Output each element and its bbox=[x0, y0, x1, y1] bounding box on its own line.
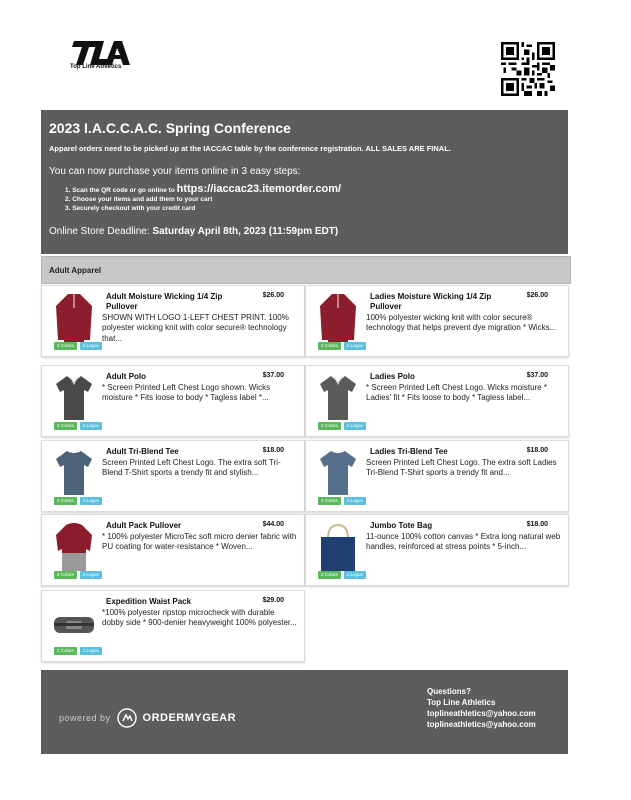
store-url-link[interactable]: https://iaccac23.itemorder.com/ bbox=[176, 183, 342, 195]
product-name[interactable]: Ladies Moisture Wicking 1/4 Zip Pullover bbox=[370, 292, 492, 311]
product-price: $29.00 bbox=[262, 597, 284, 604]
product-badges bbox=[318, 497, 366, 505]
product-description: *100% polyester ripstop microcheck with durable dobby side * 900-denier heavyweight 100% polyester... bbox=[102, 608, 297, 628]
colors-badge: 3 Colors bbox=[54, 497, 77, 505]
product-card[interactable] bbox=[41, 590, 305, 662]
product-description: 100% polyester wicking knit with color secure® technology that helps prevent dye migration * Wicks... bbox=[366, 313, 557, 333]
ordermygear-logo-icon bbox=[117, 708, 137, 728]
logos-badge: 2 Logos bbox=[80, 497, 102, 505]
step-2: 2. Choose your items and add them to your cart bbox=[65, 196, 213, 203]
product-description: * Screen Printed Left Chest Logo. Wicks moisture * Ladies' fit * Fits loose to body * Tagless label... bbox=[366, 383, 547, 403]
logos-badge: 2 Logos bbox=[344, 422, 366, 430]
footer bbox=[41, 670, 568, 754]
product-card[interactable] bbox=[41, 440, 305, 512]
logos-badge: 2 Logos bbox=[80, 571, 102, 579]
colors-badge: 2 Colors bbox=[54, 647, 77, 655]
product-badges bbox=[318, 342, 366, 350]
logos-badge: 2 Logos bbox=[80, 647, 102, 655]
product-card[interactable] bbox=[41, 285, 305, 357]
colors-badge: 3 Colors bbox=[318, 342, 341, 350]
logos-badge: 2 Logos bbox=[344, 571, 366, 579]
logos-badge: 2 Logos bbox=[80, 342, 102, 350]
product-card[interactable] bbox=[305, 365, 569, 437]
product-price: $18.00 bbox=[262, 447, 284, 454]
pickup-notice: Apparel orders need to be picked up at the IACCAC table by the conference registration. ALL SALES ARE FINAL. bbox=[49, 144, 451, 153]
info-banner bbox=[41, 110, 568, 254]
product-badges bbox=[318, 571, 366, 579]
product-badges bbox=[54, 647, 102, 655]
product-name[interactable]: Adult Tri-Blend Tee bbox=[106, 447, 179, 456]
product-price: $18.00 bbox=[526, 447, 548, 454]
product-price: $37.00 bbox=[262, 372, 284, 379]
product-price: $44.00 bbox=[262, 521, 284, 528]
product-card[interactable] bbox=[305, 440, 569, 512]
product-price: $26.00 bbox=[526, 292, 548, 299]
product-description: SHOWN WITH LOGO 1-LEFT CHEST PRINT. 100% polyester wicking knit with color secure® technology that... bbox=[102, 313, 289, 343]
product-name[interactable]: Ladies Polo bbox=[370, 372, 415, 381]
product-name[interactable]: Ladies Tri-Blend Tee bbox=[370, 447, 448, 456]
product-name[interactable]: Adult Polo bbox=[106, 372, 146, 381]
contact-info bbox=[427, 686, 536, 730]
product-name[interactable]: Jumbo Tote Bag bbox=[370, 521, 433, 530]
powered-by[interactable] bbox=[59, 708, 236, 728]
colors-badge: 3 Colors bbox=[54, 422, 77, 430]
brand-caption: Top Line Athletics bbox=[70, 64, 122, 70]
product-name[interactable]: Expedition Waist Pack bbox=[106, 597, 192, 606]
steps-list bbox=[65, 185, 560, 213]
colors-badge: 3 Colors bbox=[54, 342, 77, 350]
logos-badge: 2 Logos bbox=[344, 497, 366, 505]
product-name[interactable]: Adult Pack Pullover bbox=[106, 521, 182, 530]
product-price: $18.00 bbox=[526, 521, 548, 528]
product-description: Screen Printed Left Chest Logo. The extra soft Ladies Tri-Blend T-Shirt sports a trendy fit and... bbox=[366, 458, 557, 478]
contact-company: Top Line Athletics bbox=[427, 698, 496, 707]
product-description: 11-ounce 100% cotton canvas * Extra long natural web handles, reinforced at stress points * 5-inch... bbox=[366, 532, 561, 552]
colors-badge: 3 Colors bbox=[318, 422, 341, 430]
colors-badge: 2 Colors bbox=[54, 571, 77, 579]
product-badges bbox=[54, 422, 102, 430]
section-header-adult-apparel: Adult Apparel bbox=[41, 256, 571, 284]
qr-code-icon[interactable] bbox=[501, 42, 555, 96]
product-card[interactable] bbox=[41, 514, 305, 586]
questions-label: Questions? bbox=[427, 687, 472, 696]
ordermygear-wordmark: ORDERMYGEAR bbox=[142, 712, 237, 724]
page-title: 2023 I.A.C.C.A.C. Spring Conference bbox=[49, 120, 291, 136]
colors-badge: 3 Colors bbox=[318, 497, 341, 505]
product-description: * Screen Printed Left Chest Logo shown. Wicks moisture * Fits loose to body * Tagless label *... bbox=[102, 383, 271, 403]
product-description: Screen Printed Left Chest Logo. The extra soft Tri-Blend T-Shirt sports a trendy fit and stylish... bbox=[102, 458, 281, 478]
product-description: * 100% polyester MicroTec soft micro denier fabric with PU coating for water-resistance * Woven... bbox=[102, 532, 297, 552]
product-badges bbox=[54, 497, 102, 505]
product-badges bbox=[54, 342, 102, 350]
product-card[interactable] bbox=[305, 514, 569, 586]
store-deadline: Online Store Deadline: Saturday April 8th, 2023 (11:59pm EDT) bbox=[49, 226, 339, 237]
colors-badge: 2 Colors bbox=[318, 571, 341, 579]
contact-email[interactable]: toplineathletics@yahoo.com bbox=[427, 720, 536, 729]
logos-badge: 2 Logos bbox=[344, 342, 366, 350]
powered-by-label: powered by bbox=[59, 713, 111, 723]
product-name[interactable]: Adult Moisture Wicking 1/4 Zip Pullover bbox=[106, 292, 223, 311]
contact-email[interactable]: toplineathletics@yahoo.com bbox=[427, 709, 536, 718]
product-card[interactable] bbox=[305, 285, 569, 357]
product-badges bbox=[54, 571, 102, 579]
product-price: $37.00 bbox=[526, 372, 548, 379]
product-price: $26.00 bbox=[262, 292, 284, 299]
logos-badge: 2 Logos bbox=[80, 422, 102, 430]
step-3: 3. Securely checkout with your credit card bbox=[65, 205, 196, 212]
steps-intro: You can now purchase your items online in 3 easy steps: bbox=[49, 166, 301, 177]
product-card[interactable] bbox=[41, 365, 305, 437]
product-badges bbox=[318, 422, 366, 430]
step-1: 1. Scan the QR code or go online to https://iaccac23.itemorder.com/ bbox=[65, 183, 342, 195]
